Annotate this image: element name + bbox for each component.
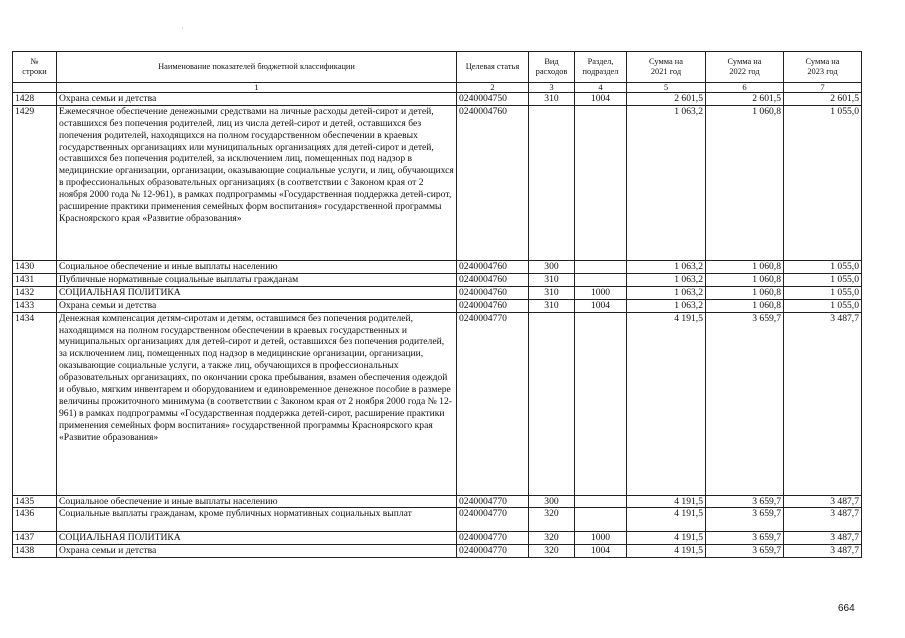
row-name: Публичные нормативные социальные выплаты гражданам [57,273,457,286]
column-number: 6 [706,83,784,93]
header-section: Раздел, подраздел [575,52,627,83]
header-row [13,52,862,83]
row-sum-2023: 3 487,7 [784,545,862,558]
table-row [13,545,862,558]
row-number: 1436 [13,508,57,532]
row-expense-type: 310 [529,299,575,312]
row-expense-type: 300 [529,260,575,273]
row-name: Социальные выплаты гражданам, кроме публичных нормативных социальных выплат [57,508,457,532]
column-number: 7 [784,83,862,93]
row-sum-2021: 1 063,2 [627,105,706,260]
budget-table [12,51,862,558]
row-sum-2021: 4 191,5 [627,495,706,508]
row-sum-2022: 2 601,5 [706,93,784,106]
table-row [13,273,862,286]
row-section: 1000 [575,286,627,299]
row-sum-2023: 3 487,7 [784,495,862,508]
row-expense-type: 310 [529,286,575,299]
row-sum-2021: 1 063,2 [627,260,706,273]
row-sum-2022: 1 060,8 [706,260,784,273]
row-expense-type: 320 [529,508,575,532]
row-sum-2021: 1 063,2 [627,299,706,312]
row-sum-2023: 3 487,7 [784,508,862,532]
table-row [13,260,862,273]
row-sum-2023: 1 055,0 [784,105,862,260]
column-number-blank [13,83,57,93]
row-name: Социальное обеспечение и иные выплаты населению [57,260,457,273]
row-target-article: 0240004760 [457,105,529,260]
row-sum-2021: 4 191,5 [627,312,706,495]
header-name: Наименование показателей бюджетной классификации [57,52,457,83]
row-target-article: 0240004770 [457,532,529,545]
row-sum-2021: 1 063,2 [627,286,706,299]
row-section [575,508,627,532]
row-sum-2021: 4 191,5 [627,532,706,545]
row-sum-2022: 3 659,7 [706,495,784,508]
row-number: 1431 [13,273,57,286]
column-number: 3 [529,83,575,93]
row-sum-2022: 1 060,8 [706,286,784,299]
row-expense-type: 310 [529,93,575,106]
row-sum-2022: 1 060,8 [706,299,784,312]
table-body [13,93,862,558]
row-target-article: 0240004770 [457,545,529,558]
row-sum-2022: 3 659,7 [706,532,784,545]
row-section [575,105,627,260]
row-number: 1435 [13,495,57,508]
table-row [13,508,862,532]
row-target-article: 0240004760 [457,273,529,286]
row-sum-2022: 1 060,8 [706,273,784,286]
column-number: 2 [457,83,529,93]
row-target-article: 0240004760 [457,299,529,312]
header-sum-2023: Сумма на 2023 год [784,52,862,83]
row-expense-type: 320 [529,532,575,545]
header-target: Целевая статья [457,52,529,83]
row-name: Охрана семьи и детства [57,545,457,558]
row-target-article: 0240004750 [457,93,529,106]
header-expense-type: Вид расходов [529,52,575,83]
header-row-no: № строки [13,52,57,83]
table-row [13,299,862,312]
row-sum-2023: 1 055,0 [784,299,862,312]
row-section: 1000 [575,532,627,545]
row-target-article: 0240004760 [457,286,529,299]
row-name: Охрана семьи и детства [57,299,457,312]
row-expense-type: 310 [529,273,575,286]
column-number: 1 [57,83,457,93]
header-sum-2021: Сумма на 2021 год [627,52,706,83]
row-section [575,260,627,273]
row-sum-2022: 3 659,7 [706,312,784,495]
row-name: Ежемесячное обеспечение денежными средствами на личные расходы детей-сирот и детей, оставшихся без попечения родителей, лиц из числа детей-сирот и детей, оставшихся без попечения родителей, находящихся на полном государственном обеспечении в краевых государственных организациях или муниципальных организациях для детей-сирот и детей, оставшихся без попечения родителей, за исключением лиц, помещенных под надзор в медицинские организации, организации, оказывающие социальные услуги, и лиц, обучающихся в профессиональных образовательных организациях (в соответствии с Законом края от 2 ноября 2000 года № 12-961), в рамках подпрограммы «Государственная поддержка детей-сирот, расширение практики применения семейных форм воспитания» государственной программы Красноярского края «Развитие образования» [57,105,457,260]
row-section: 1004 [575,93,627,106]
row-number: 1429 [13,105,57,260]
scan-speck [182,28,183,29]
table-row [13,532,862,545]
row-section [575,312,627,495]
row-name: СОЦИАЛЬНАЯ ПОЛИТИКА [57,532,457,545]
row-sum-2022: 3 659,7 [706,508,784,532]
row-sum-2023: 1 055,0 [784,260,862,273]
page-number: 664 [838,603,855,614]
row-expense-type: 320 [529,545,575,558]
row-target-article: 0240004770 [457,508,529,532]
row-sum-2022: 3 659,7 [706,545,784,558]
table-row [13,93,862,106]
row-number: 1438 [13,545,57,558]
row-number: 1430 [13,260,57,273]
row-number: 1433 [13,299,57,312]
row-name: СОЦИАЛЬНАЯ ПОЛИТИКА [57,286,457,299]
table-row [13,312,862,495]
header-sum-2022: Сумма на 2022 год [706,52,784,83]
row-expense-type: 300 [529,495,575,508]
row-section [575,273,627,286]
table-row [13,495,862,508]
row-section [575,495,627,508]
row-target-article: 0240004770 [457,495,529,508]
row-sum-2023: 2 601,5 [784,93,862,106]
row-number: 1428 [13,93,57,106]
row-target-article: 0240004770 [457,312,529,495]
row-sum-2023: 1 055,0 [784,273,862,286]
row-section: 1004 [575,545,627,558]
row-sum-2023: 3 487,7 [784,532,862,545]
column-number-row [13,83,862,93]
row-section: 1004 [575,299,627,312]
row-sum-2023: 3 487,7 [784,312,862,495]
row-sum-2022: 1 060,8 [706,105,784,260]
row-sum-2021: 4 191,5 [627,545,706,558]
row-number: 1432 [13,286,57,299]
row-name: Охрана семьи и детства [57,93,457,106]
row-number: 1434 [13,312,57,495]
row-number: 1437 [13,532,57,545]
row-target-article: 0240004760 [457,260,529,273]
table-row [13,105,862,260]
column-number: 5 [627,83,706,93]
row-sum-2021: 1 063,2 [627,273,706,286]
row-expense-type [529,312,575,495]
row-sum-2023: 1 055,0 [784,286,862,299]
row-sum-2021: 2 601,5 [627,93,706,106]
row-name: Социальное обеспечение и иные выплаты населению [57,495,457,508]
row-expense-type [529,105,575,260]
row-name: Денежная компенсация детям-сиротам и детям, оставшимся без попечения родителей, находящимся на полном государственном обеспечении в краевых государственных и муниципальных организациях для детей-сирот и детей, оставшихся без попечения родителей, за исключением лиц, помещенных под надзор в медицинские организации, организации, оказывающие социальные услуги, а также лиц, обучающихся в профессиональных образовательных организациях, по окончании срока пребывания, взамен обеспечения одеждой и обувью, мягким инвентарем и оборудованием и единовременное денежное пособие в размере величины прожиточного минимума (в соответствии с Законом края от 2 ноября 2000 года № 12-961) в рамках подпрограммы «Государственная поддержка детей-сирот, расширение практики применения семейных форм воспитания» государственной программы Красноярского края «Развитие образования» [57,312,457,495]
column-number: 4 [575,83,627,93]
table-row [13,286,862,299]
row-sum-2021: 4 191,5 [627,508,706,532]
